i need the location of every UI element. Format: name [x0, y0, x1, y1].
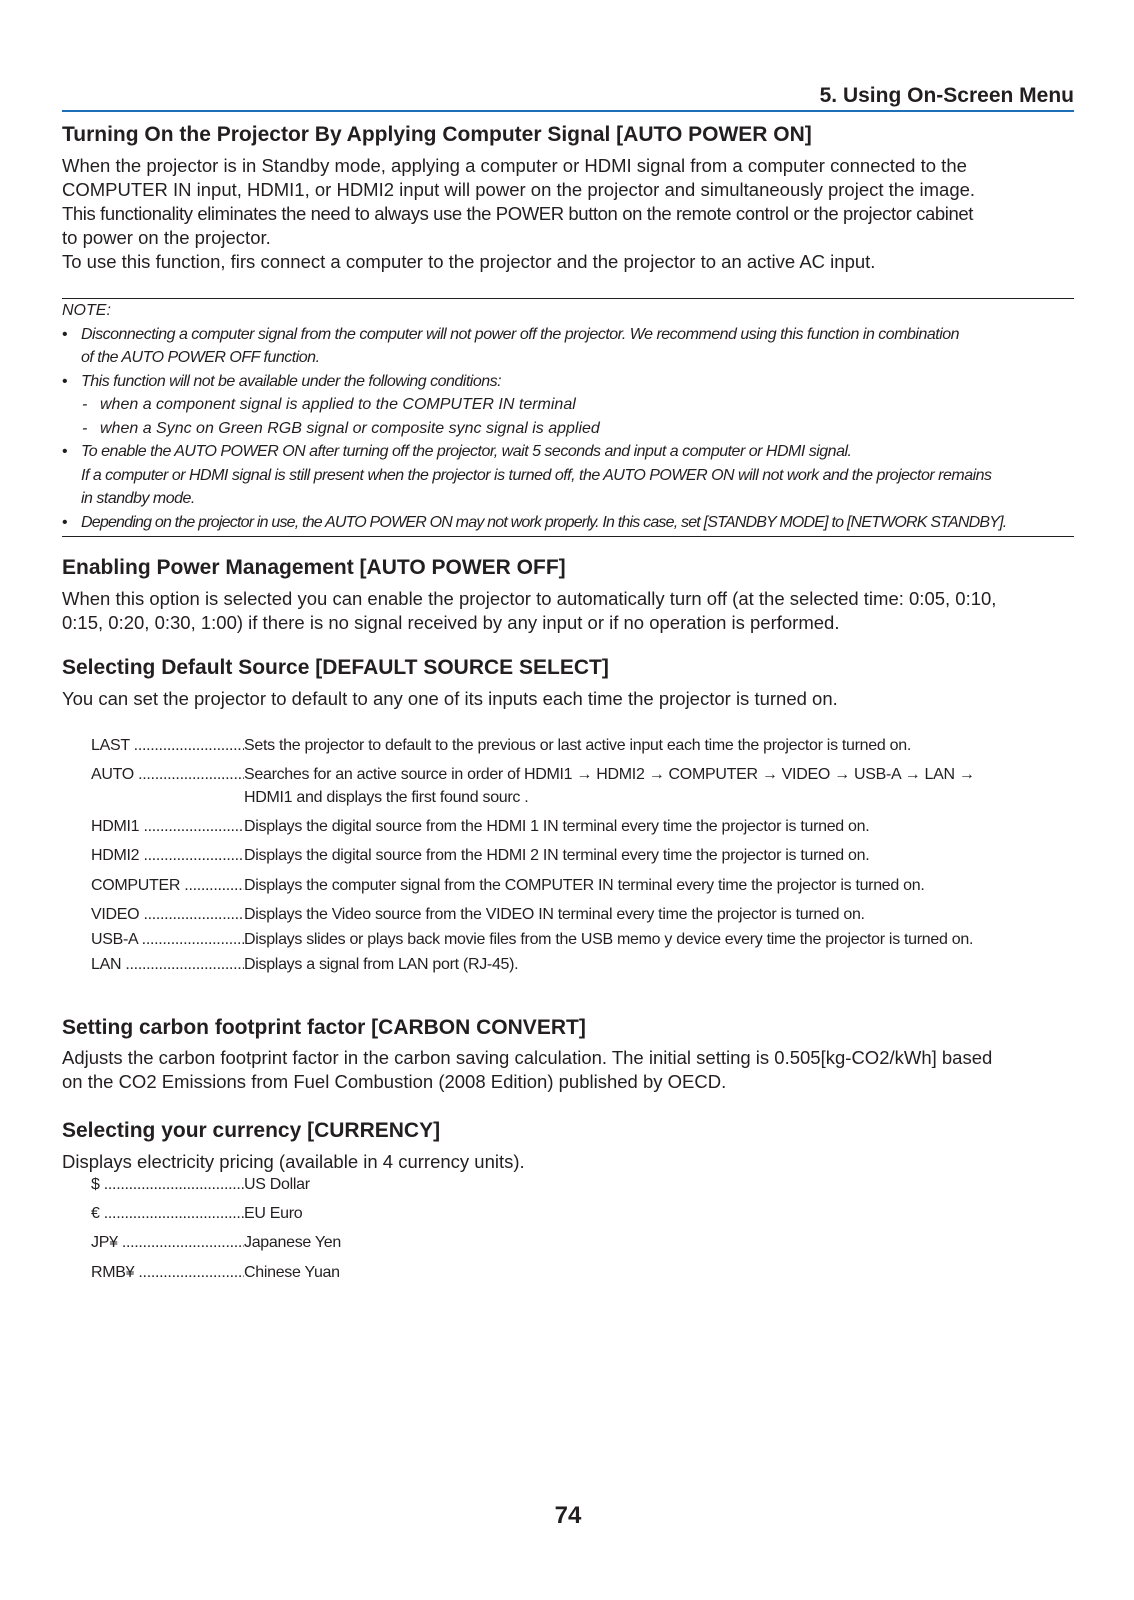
list-term: COMPUTER .....	[91, 874, 244, 897]
heading-auto-power-on: Turning On the Projector By Applying Computer Signal [AUTO POWER ON]	[62, 123, 812, 146]
note-continuation: of the AUTO POWER OFF function.	[81, 349, 320, 366]
list-term: AUTO .....	[91, 763, 244, 786]
section-header: 5. Using On-Screen Menu	[819, 84, 1074, 107]
note-continuation: in standby mode.	[81, 490, 195, 507]
list-term: $ .....	[91, 1173, 244, 1196]
list-term: USB-A .....	[91, 928, 244, 951]
list-desc: Displays slides or plays back movie files from the USB memo y device every time the projector is turned on.	[244, 931, 974, 948]
header-rule	[62, 110, 1074, 112]
list-term: LAN .....	[91, 953, 244, 976]
note-bullet: • Disconnecting a computer signal from the computer will not power off the projector. We recommend using this function in combination	[62, 323, 1074, 347]
note-title: NOTE:	[62, 302, 111, 319]
note-bullet: • Depending on the projector in use, the AUTO POWER ON may not work properly. In this case, set [STANDBY MODE] to [NETWORK STANDBY].	[62, 511, 1074, 535]
list-desc: Displays the Video source from the VIDEO IN terminal every time the projector is turned on.	[244, 906, 865, 923]
carbon-convert-body	[62, 1046, 1074, 1094]
heading-currency: Selecting your currency [CURRENCY]	[62, 1119, 441, 1142]
list-desc: Displays a signal from LAN port (RJ-45).	[244, 956, 519, 973]
body-line: COMPUTER IN input, HDMI1, or HDMI2 input will power on the projector and simultaneously project the image.	[62, 179, 976, 200]
heading-auto-power-off: Enabling Power Management [AUTO POWER OFF]	[62, 556, 566, 579]
note-sub-item: - when a component signal is applied to the COMPUTER IN terminal	[62, 393, 1074, 417]
auto-power-on-body	[62, 154, 1074, 274]
list-term: JP¥ .....	[91, 1231, 244, 1254]
list-desc: Sets the projector to default to the previous or last active input each time the projector is turned on.	[244, 737, 911, 754]
list-desc: Displays the digital source from the HDMI 2 IN terminal every time the projector is turned on.	[244, 847, 870, 864]
list-desc: Searches for an active source in order of HDMI1 → HDMI2 → COMPUTER → VIDEO → USB-A → LAN →	[244, 766, 975, 783]
note-sub-item: - when a Sync on Green RGB signal or composite sync signal is applied	[62, 417, 1074, 441]
list-desc: HDMI1 and displays the first found sourc .	[244, 789, 529, 806]
note-bullet: • This function will not be available under the following conditions:	[62, 370, 1074, 394]
default-source-intro: You can set the projector to default to any one of its inputs each time the projector is turned on.	[62, 688, 838, 709]
list-term: LAST .....	[91, 734, 244, 757]
body-line: Adjusts the carbon footprint factor in the carbon saving calculation. The initial setting is 0.505[kg-CO2/kWh] based	[62, 1047, 993, 1068]
heading-carbon-convert: Setting carbon footprint factor [CARBON CONVERT]	[62, 1016, 586, 1039]
list-desc: Japanese Yen	[244, 1234, 341, 1251]
auto-power-off-body	[62, 587, 1074, 635]
note-box	[62, 298, 1074, 537]
list-desc: US Dollar	[244, 1176, 310, 1193]
list-term: HDMI1 .....	[91, 815, 244, 838]
list-term: RMB¥ .....	[91, 1261, 244, 1284]
body-line: to power on the projector.	[62, 227, 271, 248]
note-continuation: If a computer or HDMI signal is still present when the projector is turned off, the AUTO POWER ON will not work and the projector remains	[81, 466, 992, 484]
list-term: € .....	[91, 1202, 244, 1225]
list-term: HDMI2 .....	[91, 844, 244, 867]
page-number: 74	[554, 1502, 582, 1529]
list-term: VIDEO .....	[91, 903, 244, 926]
currency-intro: Displays electricity pricing (available in 4 currency units).	[62, 1151, 525, 1172]
list-desc: EU Euro	[244, 1205, 303, 1222]
note-bullet: • To enable the AUTO POWER ON after turning off the projector, wait 5 seconds and input a computer or HDMI signal.	[62, 440, 1074, 464]
list-desc: Displays the computer signal from the COMPUTER IN terminal every time the projector is turned on.	[244, 877, 925, 894]
body-line: on the CO2 Emissions from Fuel Combustion (2008 Edition) published by OECD.	[62, 1071, 727, 1092]
body-line: When the projector is in Standby mode, applying a computer or HDMI signal from a computer connected to the	[62, 155, 967, 176]
body-line: 0:15, 0:20, 0:30, 1:00) if there is no signal received by any input or if no operation is performed.	[62, 612, 840, 633]
body-line: To use this function, firs connect a computer to the projector and the projector to an active AC input.	[62, 251, 876, 272]
heading-default-source: Selecting Default Source [DEFAULT SOURCE SELECT]	[62, 656, 609, 679]
body-line: When this option is selected you can enable the projector to automatically turn off (at the selected time: 0:05, 0:10,	[62, 588, 997, 609]
body-line: This functionality eliminates the need to always use the POWER button on the remote control or the projector cabinet	[62, 203, 973, 224]
list-desc: Displays the digital source from the HDMI 1 IN terminal every time the projector is turned on.	[244, 818, 870, 835]
list-desc: Chinese Yuan	[244, 1264, 340, 1281]
